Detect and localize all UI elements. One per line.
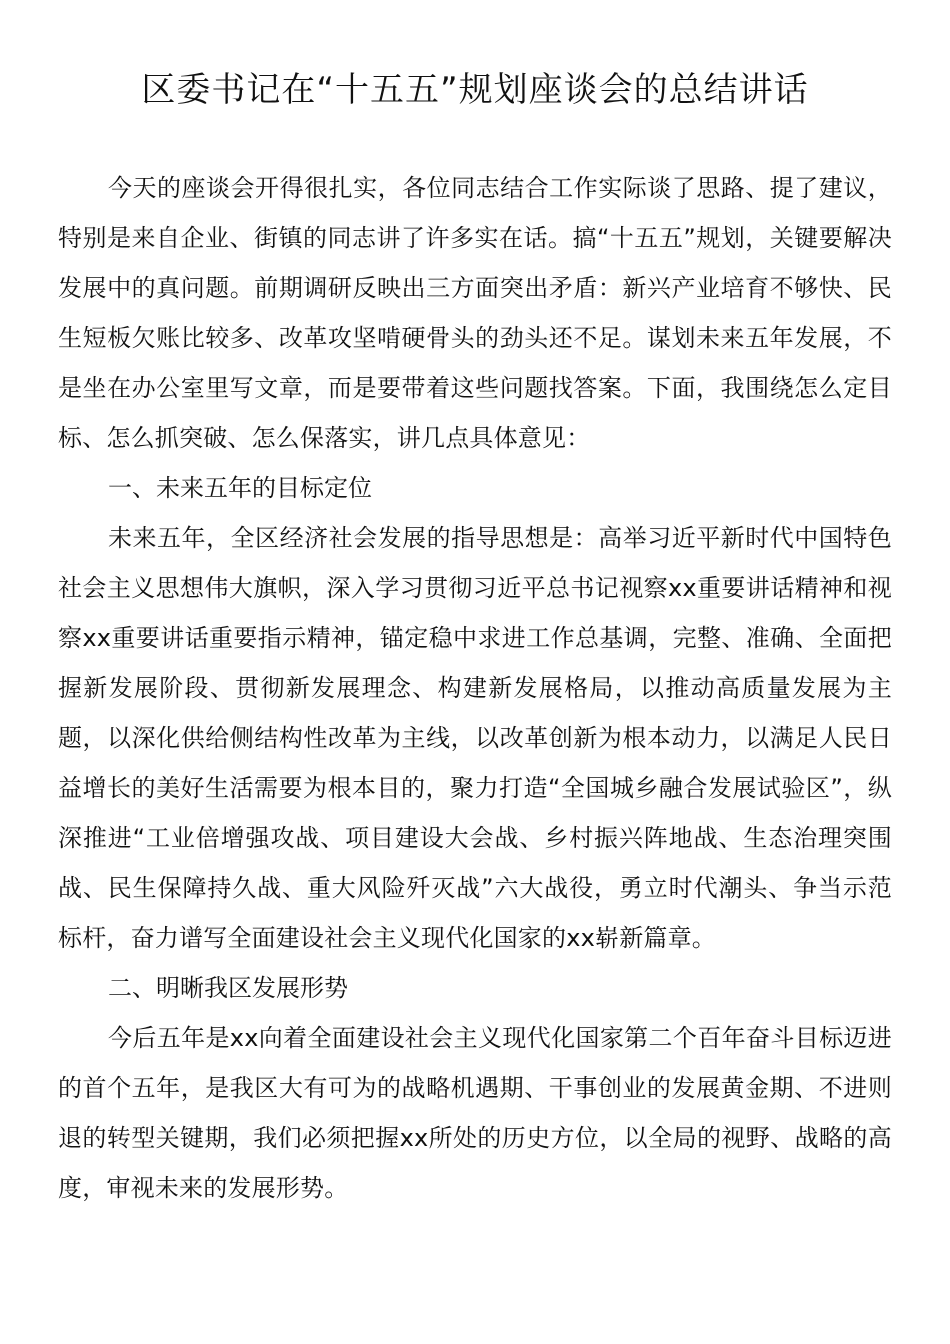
document-body: [58, 163, 892, 1213]
section-heading-2: 二、明晰我区发展形势: [108, 974, 348, 1002]
section-2-paragraph: 今后五年是xx向着全面建设社会主义现代化国家第二个百年奋斗目标迈进的首个五年，是我区大有可为的战略机遇期、干事创业的发展黄金期、不进则退的转型关键期，我们必须把握xx所处的历史方位，以全局的视野、战略的高度，审视未来的发展形势。: [58, 1024, 892, 1202]
intro-paragraph: 今天的座谈会开得很扎实，各位同志结合工作实际谈了思路、提了建议，特别是来自企业、街镇的同志讲了许多实在话。搞“十五五”规划，关键要解决发展中的真问题。前期调研反映出三方面突出矛盾：新兴产业培育不够快、民生短板欠账比较多、改革攻坚啃硬骨头的劲头还不足。谋划未来五年发展，不是坐在办公室里写文章，而是要带着这些问题找答案。下面，我围绕怎么定目标、怎么抓突破、怎么保落实，讲几点具体意见：: [58, 174, 892, 452]
document-title: 区委书记在“十五五”规划座谈会的总结讲话: [141, 70, 809, 110]
section-1-paragraph: 未来五年，全区经济社会发展的指导思想是：高举习近平新时代中国特色社会主义思想伟大旗帜，深入学习贯彻习近平总书记视察xx重要讲话精神和视察xx重要讲话重要指示精神，锚定稳中求进工作总基调，完整、准确、全面把握新发展阶段、贯彻新发展理念、构建新发展格局，以推动高质量发展为主题，以深化供给侧结构性改革为主线，以改革创新为根本动力，以满足人民日益增长的美好生活需要为根本目的，聚力打造“全国城乡融合发展试验区”，纵深推进“工业倍增强攻战、项目建设大会战、乡村振兴阵地战、生态治理突围战、民生保障持久战、重大风险歼灭战”六大战役，勇立时代潮头、争当示范标杆，奋力谱写全面建设社会主义现代化国家的xx崭新篇章。: [58, 524, 892, 952]
section-heading-1: 一、未来五年的目标定位: [108, 474, 372, 502]
